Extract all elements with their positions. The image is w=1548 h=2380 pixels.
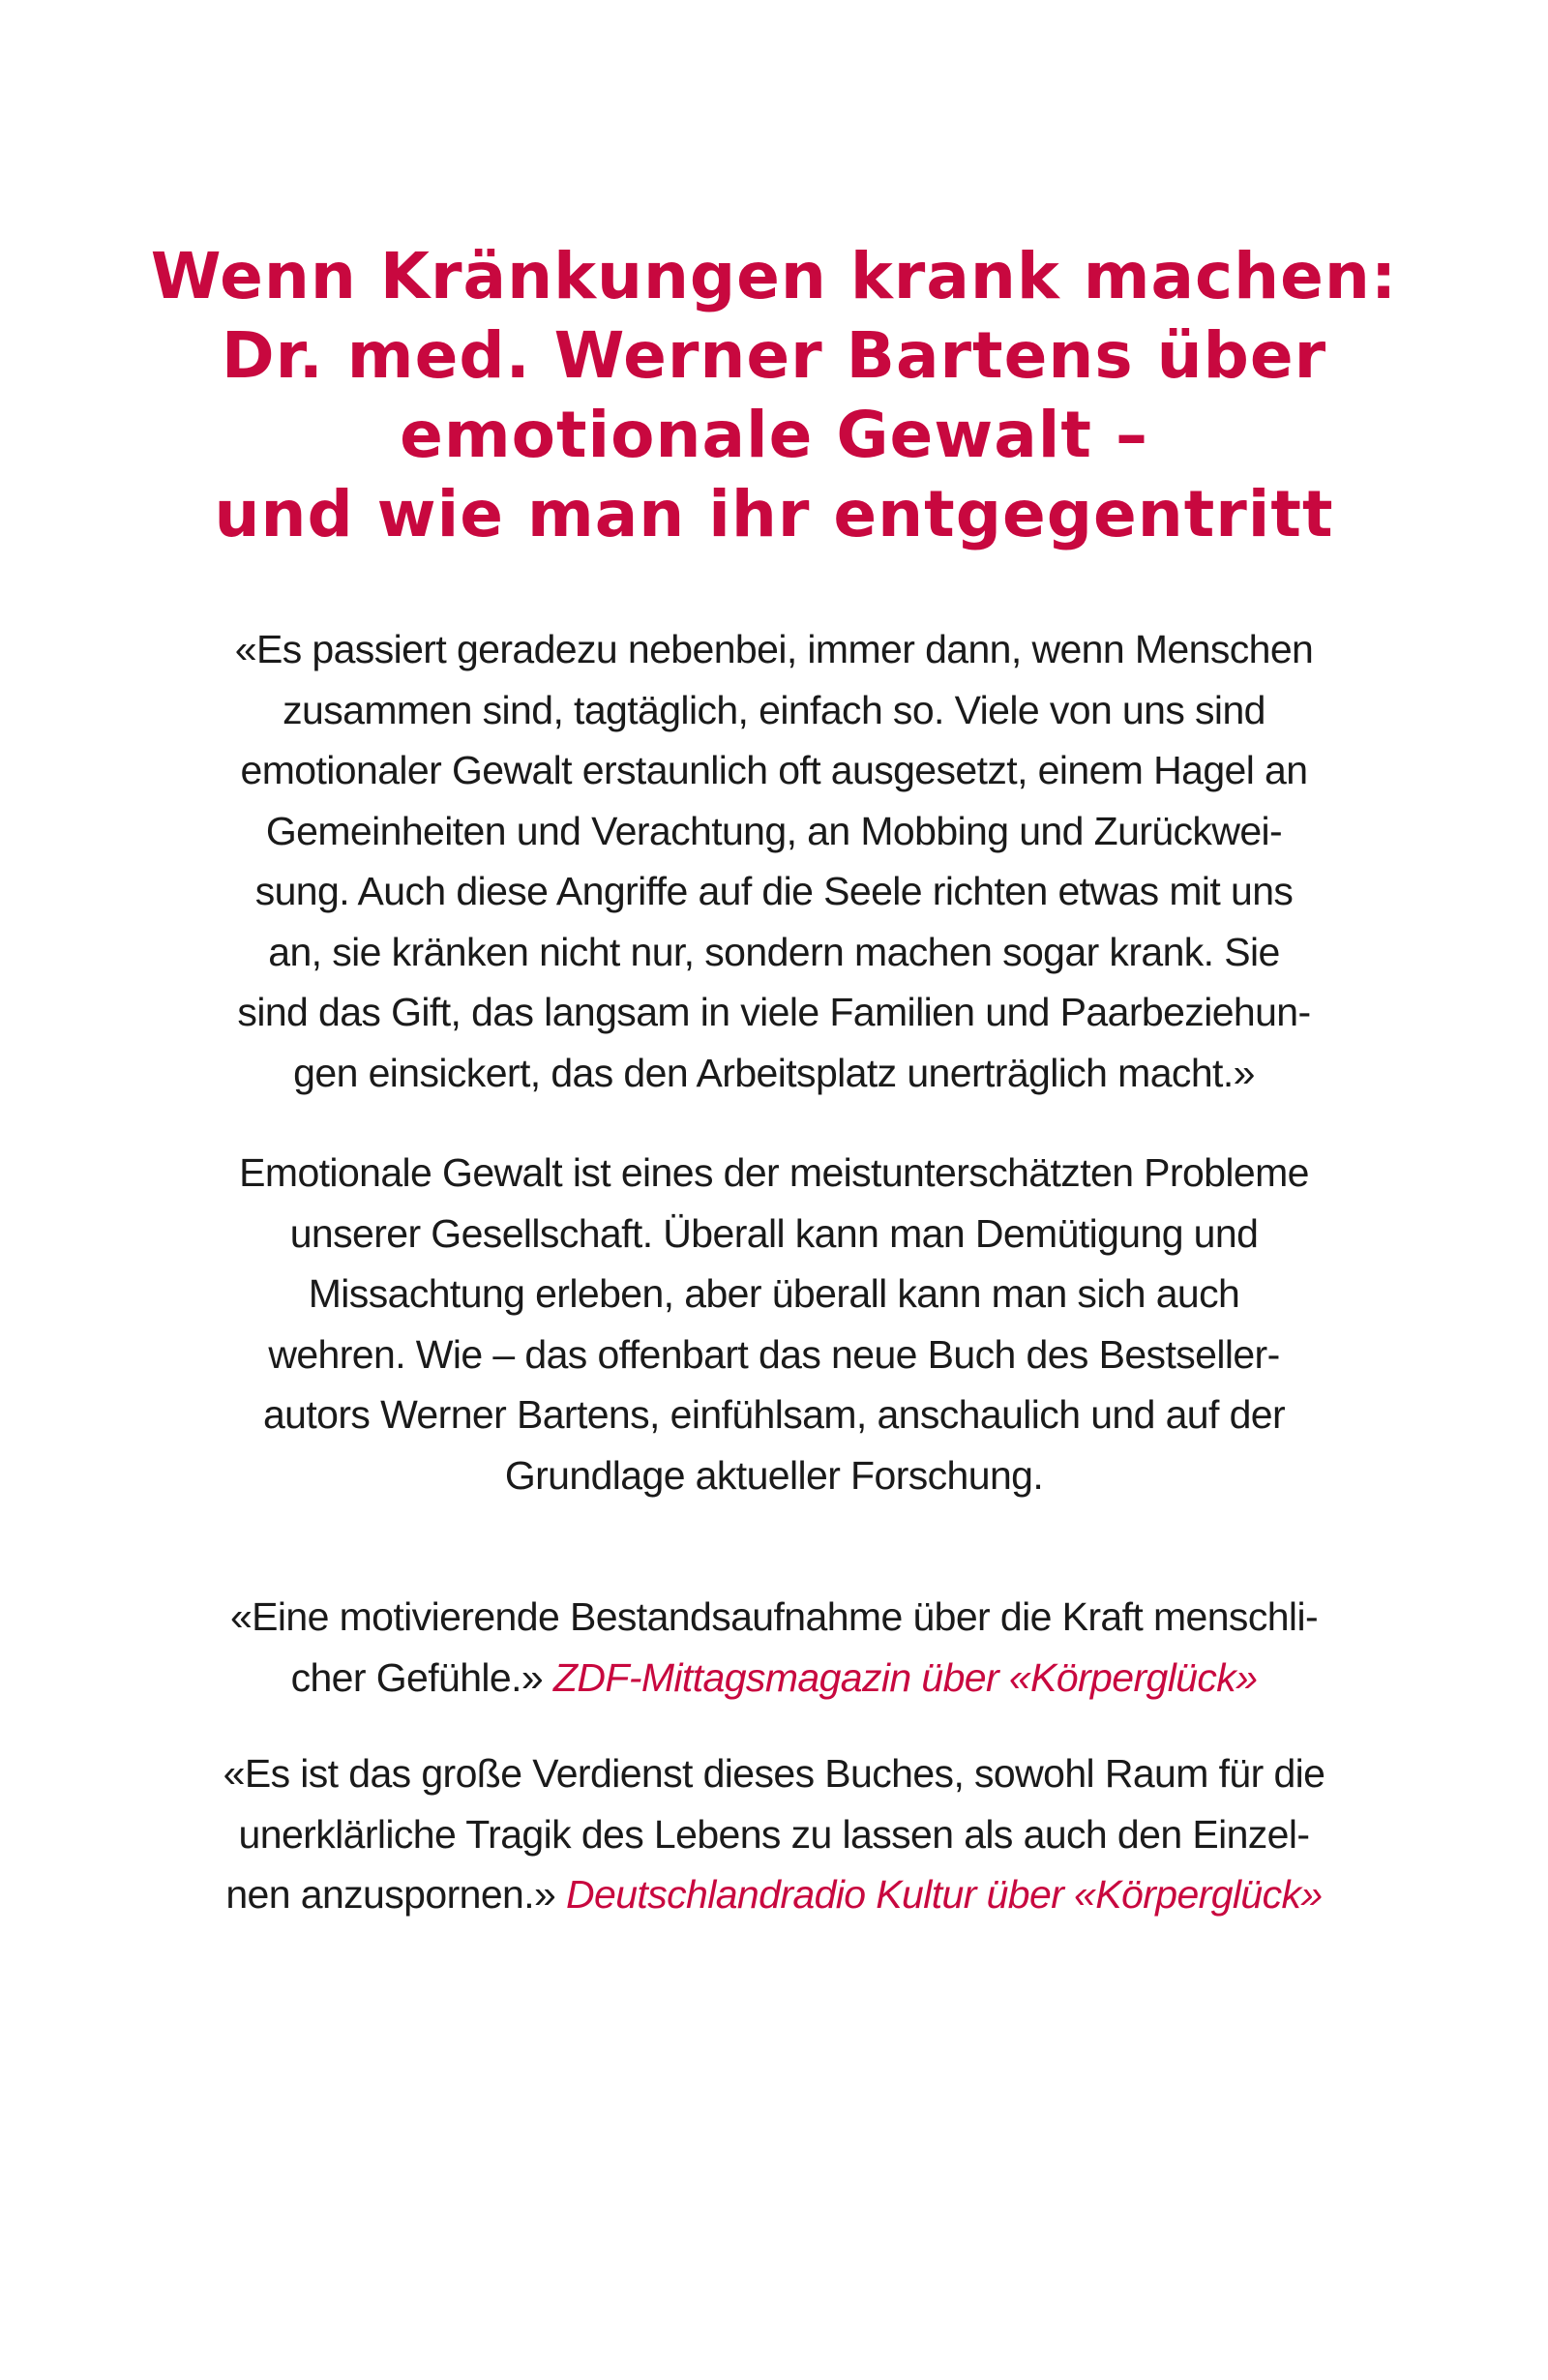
text-line: zusammen sind, tagtäglich, einfach so. Viele von uns sind xyxy=(283,687,1265,732)
excerpt-quote xyxy=(135,619,1413,1103)
text-line: «Eine motivierende Bestandsaufnahme über die Kraft menschli- xyxy=(229,1594,1319,1639)
text-line: Missachtung erleben, aber überall kann man sich auch xyxy=(308,1271,1240,1316)
headline-line: Dr. med. Werner Bartens über xyxy=(221,318,1327,393)
review-quote-deutschlandradio xyxy=(135,1743,1413,1925)
review-source: Deutschlandradio Kultur über «Körperglück» xyxy=(566,1872,1323,1917)
text-line: gen einsickert, das den Arbeitsplatz unerträglich macht.» xyxy=(293,1050,1255,1095)
text-line: Grundlage aktueller Forschung. xyxy=(504,1452,1044,1498)
text-line xyxy=(135,1648,1413,1709)
text-line: sung. Auch diese Angriffe auf die Seele richten etwas mit uns xyxy=(254,869,1294,913)
text-line: unserer Gesellschaft. Überall kann man Demütigung und xyxy=(289,1210,1259,1256)
headline xyxy=(145,237,1403,554)
text-line xyxy=(135,1864,1413,1925)
headline-line: Wenn Kränkungen krank machen: xyxy=(150,239,1398,313)
book-description xyxy=(135,1143,1413,1505)
text-line: «Es passiert geradezu nebenbei, immer dann, wenn Menschen xyxy=(234,627,1314,671)
review-source: ZDF-Mittagsmagazin über «Körperglück» xyxy=(552,1654,1258,1700)
text-line: Emotionale Gewalt ist eines der meistunterschätzten Probleme xyxy=(239,1150,1309,1195)
text-line: unerklärliche Tragik des Lebens zu lassen als auch den Einzel- xyxy=(238,1811,1310,1857)
review-text: cher Gefühle.» xyxy=(290,1654,553,1700)
text-line: wehren. Wie – das offenbart das neue Buch des Bestseller- xyxy=(268,1331,1280,1377)
review-text: nen anzuspornen.» xyxy=(225,1872,567,1917)
text-line: «Es ist das große Verdienst dieses Buches, sowohl Raum für die xyxy=(223,1751,1325,1796)
review-quote-zdf xyxy=(135,1587,1413,1708)
text-line: autors Werner Bartens, einfühlsam, anschaulich und auf der xyxy=(262,1392,1286,1437)
headline-line: und wie man ihr entgegentritt xyxy=(214,477,1334,551)
text-line: Gemeinheiten und Verachtung, an Mobbing und Zurückwei- xyxy=(265,808,1283,853)
text-line: an, sie kränken nicht nur, sondern machen sogar krank. Sie xyxy=(268,929,1280,974)
headline-line: emotionale Gewalt – xyxy=(400,398,1148,472)
text-line: sind das Gift, das langsam in viele Familien und Paarbeziehun- xyxy=(237,990,1311,1034)
text-line: emotionaler Gewalt erstaunlich oft ausgesetzt, einem Hagel an xyxy=(240,748,1308,792)
